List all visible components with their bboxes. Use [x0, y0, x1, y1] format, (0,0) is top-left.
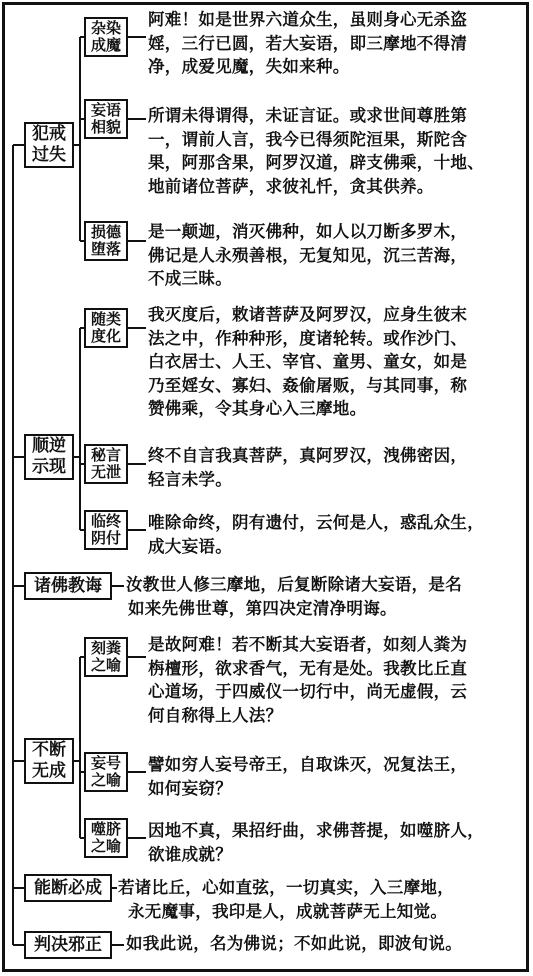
item-box-linzhong: 临终 阴付	[84, 510, 128, 550]
item-text-suilei: 我灭度后，敕诸菩萨及阿罗汉，应身生彼末 法之中，作种种形，度诸轮转。或作沙门、 白衣居士、人王、宰官、童男、童女，如是 乃至婬女、寡妇、姦偷屠贩，与其同事，称 赞佛乘，令其身心入三摩地。	[148, 305, 468, 418]
item-text-kefen: 是故阿难！若不断其大妄语者，如刻人粪为 栴檀形，欲求香气，无有是处。我教比丘直 心道场，于四威仪一切行中，尚无虚假，云 何自称得上人法？	[148, 635, 468, 725]
item-box-sunde: 损德 堕落	[84, 221, 128, 261]
item-text-shiqi: 因地不真，果招纡曲，求佛菩提，如噬脐人， 欲谁成就？	[148, 821, 484, 864]
item-text-linzhong: 唯除命终，阴有遗付，云何是人，惑乱众生， 成大妄语。	[148, 513, 484, 556]
item-text-sunde: 是一颠迦，消灭佛种，如人以刀断多罗木， 佛记是人永殒善根，无复知见，沉三苦海， 不成三昧。	[148, 222, 468, 288]
item-box-miyan: 秘言 无泄	[84, 444, 128, 484]
section-box-nengduan: 能断必成	[24, 874, 112, 902]
item-box-wangyu: 妄语 相貌	[84, 99, 128, 139]
section-box-panjue: 判决邪正	[24, 931, 112, 959]
item-box-wanghao: 妄号 之喻	[84, 752, 128, 792]
item-text-zaran: 阿难！如是世界六道众生，虽则身心无杀盗 婬，三行已圆，若大妄语，即三摩地不得清 净，成爱见魔，失如来种。	[148, 10, 468, 76]
section-box-shunni: 顺逆 示现	[24, 434, 74, 480]
section-text-panjue: 如我此说，名为佛说；不如此说，即波旬说。	[126, 934, 462, 953]
section-box-zhufo: 诸佛教诲	[24, 572, 112, 600]
item-text-miyan: 终不自言我真菩萨，真阿罗汉，洩佛密因， 轻言未学。	[148, 446, 468, 489]
item-box-suilei: 随类 度化	[84, 308, 128, 348]
section-box-fanjie: 犯戒 过失	[24, 122, 74, 168]
item-box-kefen: 刻粪 之喻	[84, 637, 128, 677]
item-box-shiqi: 噬脐 之喻	[84, 818, 128, 858]
item-text-wangyu: 所谓未得谓得，未证言证。或求世间尊胜第 一，谓前人言，我今已得须陀洹果，斯陀含 果，阿那含果，阿罗汉道，辟支佛乘，十地、 地前诸位菩萨，求彼礼忏，贪其供养。	[148, 106, 484, 196]
item-box-zaran: 杂染 成魔	[84, 17, 128, 57]
item-text-wanghao: 譬如穷人妄号帝王，自取诛灭，况复法王， 如何妄窃？	[148, 755, 468, 798]
section-box-buduan: 不断 无成	[24, 738, 74, 784]
section-text-zhufo: 汝教世人修三摩地，后复断除诸大妄语，是名 如来先佛世尊，第四决定清净明诲。	[126, 575, 462, 618]
section-text-nengduan: 若诸比丘，心如直弦，一切真实，入三摩地， 永无魔事，我印是人，成就菩萨无上知觉。	[118, 878, 454, 921]
